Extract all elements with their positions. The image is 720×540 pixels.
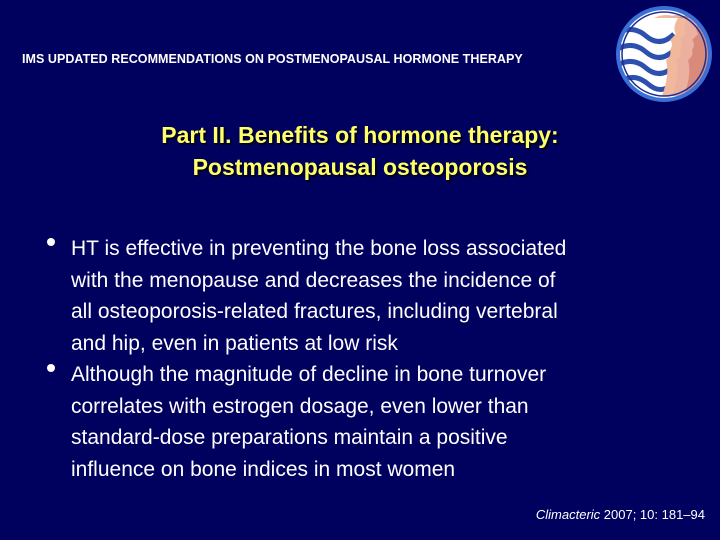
slide-title bbox=[60, 119, 660, 183]
citation bbox=[536, 507, 705, 522]
bullet-text: HT is effective in preventing the bone loss associated with the menopause and decreases the incidence of all osteoporosis-related fractures, including vertebral and hip, even in patients at low risk bbox=[71, 237, 567, 355]
bullet-list bbox=[42, 233, 682, 485]
bullet-item bbox=[42, 359, 682, 485]
slide-title-line-1: Part II. Benefits of hormone therapy: bbox=[161, 122, 559, 148]
bullet-item bbox=[42, 233, 682, 359]
citation-journal: Climacteric bbox=[535, 507, 601, 522]
bullet-dot-icon bbox=[47, 238, 55, 246]
header-title: IMS UPDATED RECOMMENDATIONS ON POSTMENOPAUSAL HORMONE THERAPY bbox=[22, 52, 523, 66]
slide-title-line-2: Postmenopausal osteoporosis bbox=[192, 154, 528, 180]
bullet-text: Although the magnitude of decline in bone turnover correlates with estrogen dosage, even lower than standard-dose preparations maintain a positive influence on bone indices in most women bbox=[71, 363, 547, 481]
bullet-dot-icon bbox=[47, 364, 55, 372]
citation-details: 2007; 10: 181–94 bbox=[600, 507, 705, 522]
profile-heads-logo-icon bbox=[614, 4, 714, 104]
